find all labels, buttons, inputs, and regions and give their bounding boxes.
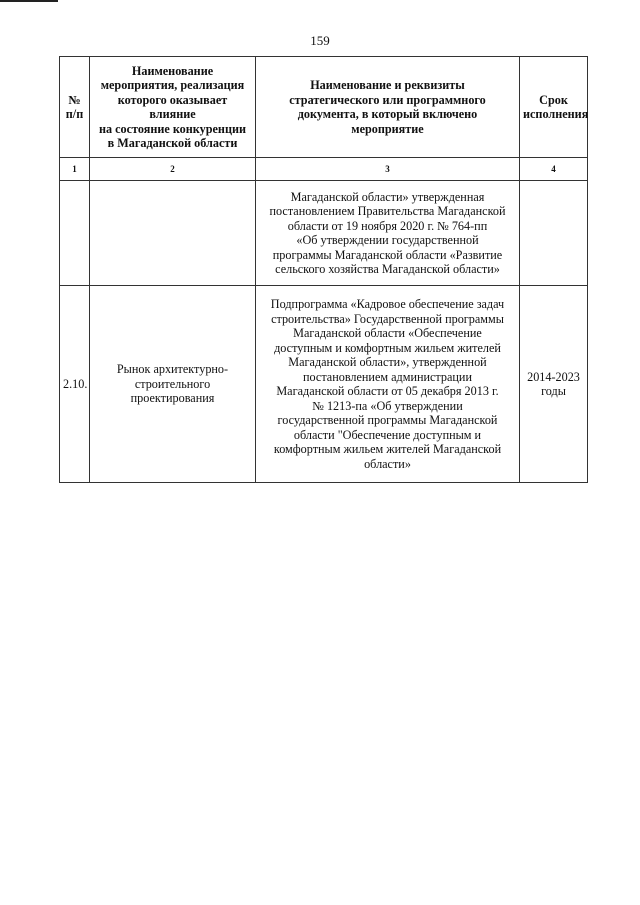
- corner-scan-mark: [0, 0, 58, 2]
- row-document-cell: Магаданской области» утвержденная постановлением Правительства Магаданской области от 19 ноября 2020 г. № 764-пп «Об утверждении государственной программы Магаданской области «Развитие сельского хозяйства Магаданской области»: [256, 181, 520, 286]
- table-row: [60, 181, 588, 286]
- header-measure-name: Наименование мероприятия, реализация которого оказывает влияние на состояние конкуренции в Магаданской области: [90, 57, 256, 158]
- row-measure-cell: Рынок архитектурно- строительного проектирования: [90, 286, 256, 483]
- column-number: 2: [90, 158, 256, 181]
- measures-table: [59, 56, 588, 483]
- column-number: 4: [520, 158, 588, 181]
- page-number: 159: [310, 33, 330, 48]
- row-term-cell: [520, 181, 588, 286]
- column-number: 3: [256, 158, 520, 181]
- row-number-cell: [60, 181, 90, 286]
- header-term: Срок исполнения: [520, 57, 588, 158]
- table-header-row: [60, 57, 588, 158]
- header-document: Наименование и реквизиты стратегического или программного документа, в который включено мероприятие: [256, 57, 520, 158]
- row-term-cell: 2014-2023 годы: [520, 286, 588, 483]
- row-measure-cell: [90, 181, 256, 286]
- header-number: № п/п: [60, 57, 90, 158]
- column-numbers-row: [60, 158, 588, 181]
- row-document-cell: Подпрограмма «Кадровое обеспечение задач строительства» Государственной программы Магаданской области «Обеспечение доступным и комфортным жильем жителей Магаданской области», утвержденной постановлением администрации Магаданской области от 05 декабря 2013 г. № 1213-па «Об утверждении государственной программы Магаданской области "Обеспечение доступным и комфортным жильем жителей Магаданской области»: [256, 286, 520, 483]
- table-row: [60, 286, 588, 483]
- column-number: 1: [60, 158, 90, 181]
- row-number-cell: 2.10.: [60, 286, 90, 483]
